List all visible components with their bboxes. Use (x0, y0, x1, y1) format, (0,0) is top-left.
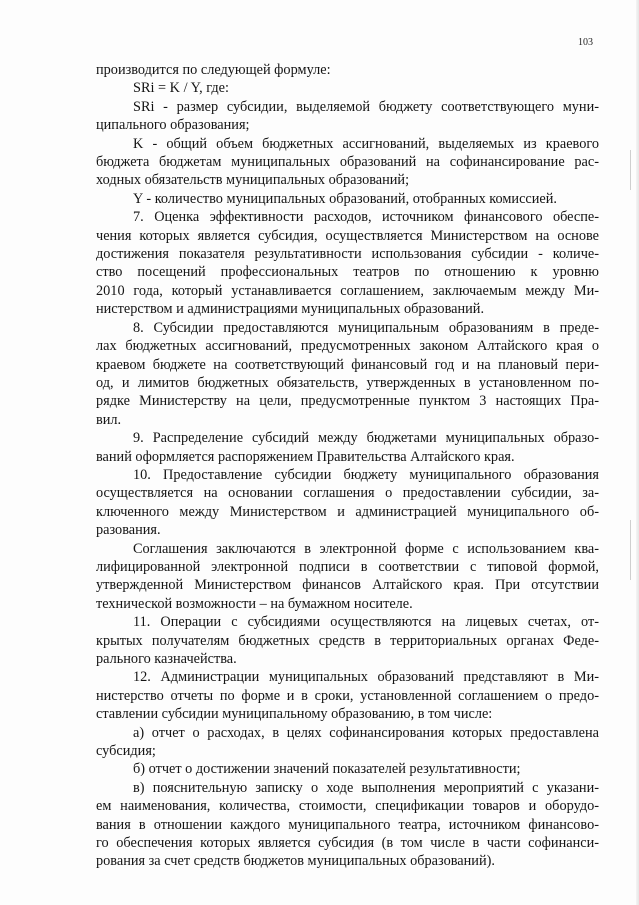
text-line: крытых получателям бюджетных средств в территориальных органах Феде- (96, 632, 599, 649)
paragraph (96, 190, 599, 208)
text-line: нистерство отчеты по форме и в сроки, установленной соглашением о предо- (96, 687, 599, 704)
text-line: ципального образования; (96, 117, 250, 134)
text-line: ставлении субсидии муниципальному образованию, в том числе: (96, 706, 493, 723)
text-line: 2010 года, который устанавливается соглашением, заключаемым между Ми- (96, 282, 599, 299)
text-line: лах бюджетных ассигнований, предусмотренных законом Алтайского края о (96, 338, 599, 355)
text-line: производится по следующей формуле: (96, 62, 331, 78)
text-line: осуществляется на основании соглашения о предоставлении субсидии, за- (96, 485, 599, 502)
text-line: ем наименования, количества, стоимости, спецификации товаров и оборудо- (96, 798, 599, 815)
text-line: ходных обязательств муниципальных образований; (96, 172, 410, 189)
paragraph (96, 319, 599, 429)
paragraph (96, 466, 599, 540)
text-line: рального казначейства. (96, 651, 237, 667)
paragraph (96, 98, 599, 135)
text-line: лифицированной электронной подписи в соответствии с типовой формой, (96, 558, 599, 575)
text-line: 12. Администрации муниципальных образований представляют в Ми- (133, 669, 599, 686)
paragraph (96, 61, 599, 79)
text-line: субсидия; (96, 743, 156, 760)
text-line: 7. Оценка эффективности расходов, источником финансового обеспе- (133, 209, 599, 226)
text-line: рядке Министерству на цели, предусмотренные пунктом 3 настоящих Пра- (96, 393, 599, 410)
text-line: б) отчет о достижении значений показателей результативности; (133, 761, 521, 778)
paragraph (96, 135, 599, 190)
text-line: утвержденной Министерством финансов Алтайского края. При отсутствии (96, 577, 599, 594)
text-line: SRi = K / Y, где: (133, 80, 229, 97)
text-line: 10. Предоставление субсидии бюджету муниципального образования (133, 466, 599, 483)
text-line: вания в отношении каждого муниципального театра, источником финансово- (96, 816, 599, 833)
text-line: 8. Субсидии предоставляются муниципальным образованиям в преде- (133, 319, 599, 336)
text-line: а) отчет о расходах, в целях софинансирования которых предоставлена (133, 724, 599, 741)
paragraph (96, 79, 599, 97)
text-line: разования. (96, 522, 161, 539)
text-line: 9. Распределение субсидий между бюджетами муниципальных образо- (133, 430, 599, 447)
paragraph (96, 760, 599, 778)
text-line: ключенного между Министерством и администрацией муниципального об- (96, 503, 599, 520)
text-line: бюджета бюджетам муниципальных образований на софинансирование рас- (96, 154, 599, 171)
text-line: вил. (96, 411, 122, 428)
text-line: Соглашения заключаются в электронной форме с использованием ква- (133, 540, 599, 557)
text-line: K - общий объем бюджетных ассигнований, выделяемых из краевого (133, 135, 599, 152)
text-line: го обеспечения которых является субсидия (в том числе в части софинанси- (96, 835, 599, 852)
text-line: ство посещений профессиональных театров по отношению к уровню (96, 264, 599, 281)
scan-artifact (630, 520, 631, 580)
paragraph (96, 613, 599, 668)
text-line: чения которых является субсидия, осуществляется Министерством на основе (96, 227, 599, 244)
text-line: достижения показателя результативности использования субсидии - количе- (96, 246, 599, 263)
paragraph (96, 724, 599, 761)
text-line: SRi - размер субсидии, выделяемой бюджету соответствующего муни- (133, 98, 599, 115)
paragraph (96, 208, 599, 318)
text-line: 11. Операции с субсидиями осуществляются на лицевых счетах, от- (133, 614, 599, 631)
paragraph (96, 429, 599, 466)
document-body (96, 61, 599, 871)
text-line: технической возможности – на бумажном носителе. (96, 595, 413, 612)
text-line: в) пояснительную записку о ходе выполнения мероприятий с указани- (133, 779, 599, 796)
text-line: од, и лимитов бюджетных обязательств, утвержденных в установленном по- (96, 374, 599, 391)
text-line: нистерством и администрациями муниципальных образований. (96, 301, 485, 318)
text-line: Y - количество муниципальных образований, отобранных комиссией. (133, 190, 557, 207)
paragraph (96, 668, 599, 723)
scan-artifact (630, 150, 631, 190)
paragraph (96, 540, 599, 614)
text-line: краевом бюджете на соответствующий финансовый год и на плановый пери- (96, 356, 599, 373)
page-number: 103 (578, 37, 593, 48)
text-line: рования за счет средств бюджетов муниципальных образований). (96, 853, 495, 870)
paragraph (96, 779, 599, 871)
text-line: ваний оформляется распоряжением Правительства Алтайского края. (96, 448, 515, 465)
